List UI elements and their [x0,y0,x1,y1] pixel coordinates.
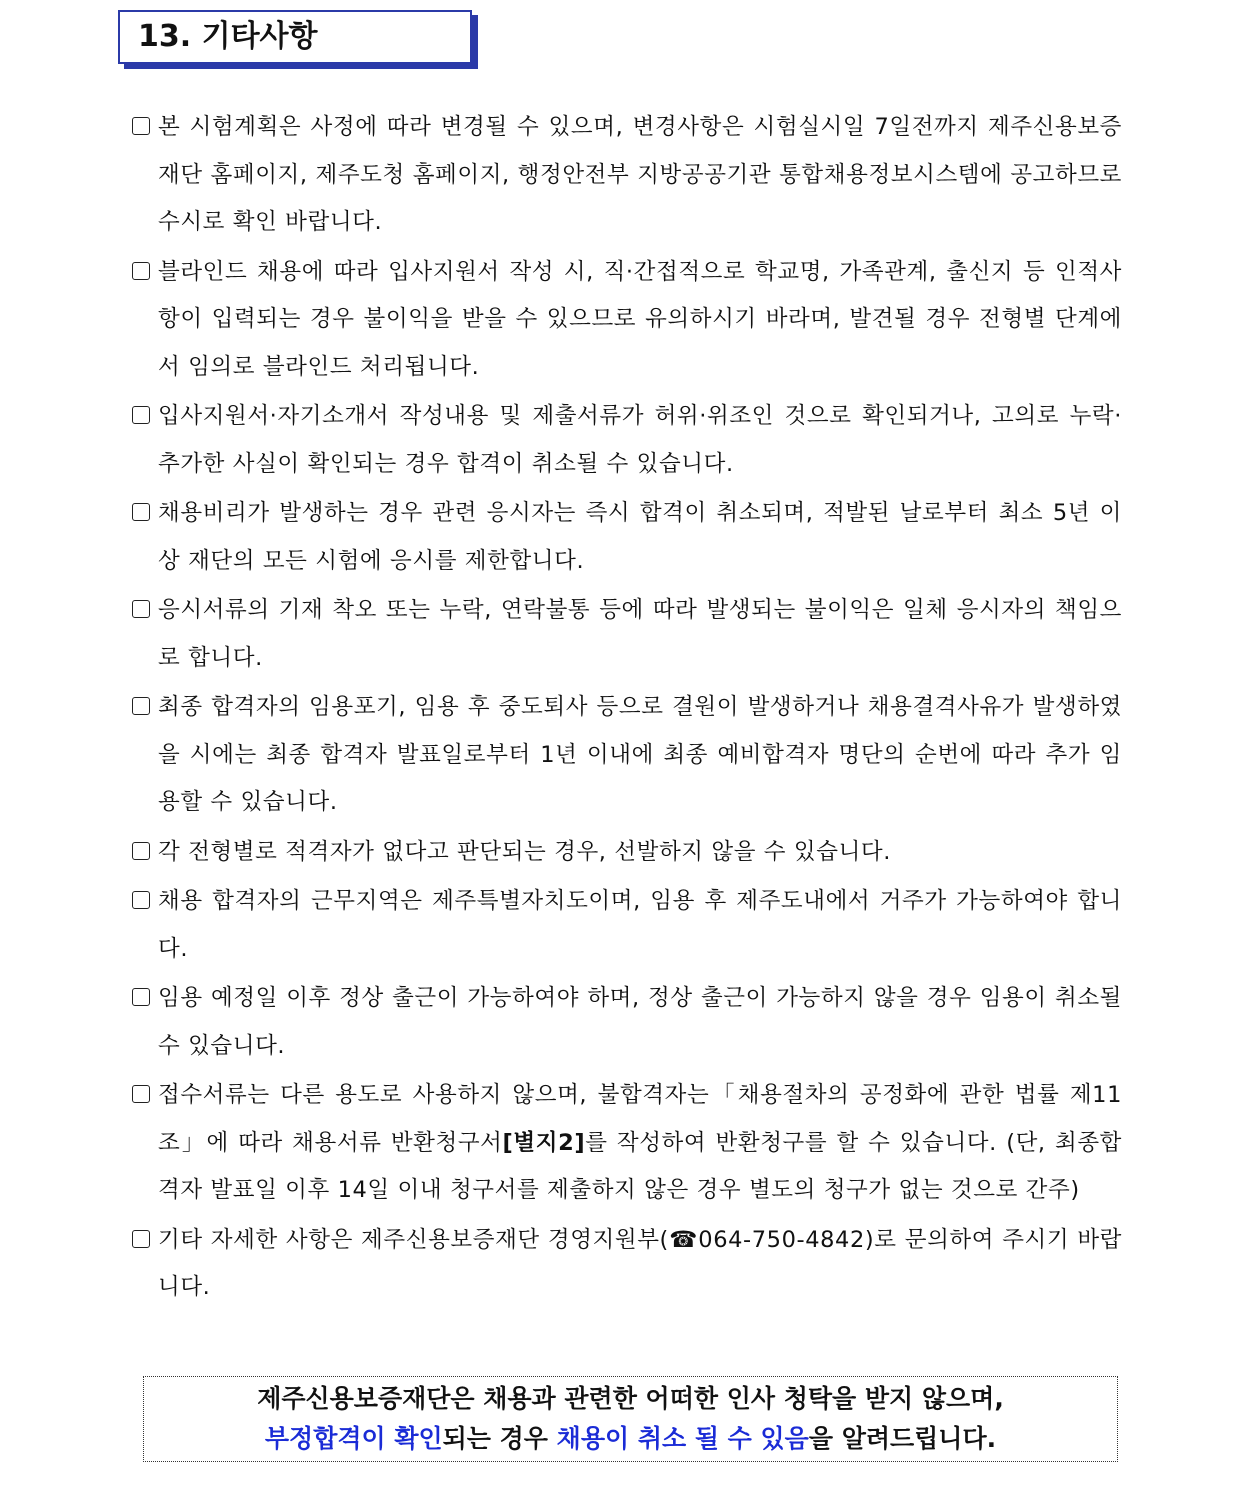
list-item [130,104,1122,247]
list-item [130,587,1122,682]
list-item [130,975,1122,1070]
checkbox-square-icon [132,117,150,135]
item-text-after: 를 작성하여 반환청구를 할 수 있습니다. (단, 최종합격자 발표일 이후 14일 이내 청구서를 제출하지 않은 경우 별도의 청구가 없는 것으로 간주) [158,1129,1122,1203]
notice-box [143,1376,1118,1462]
list-item [130,1217,1122,1312]
notice-list [130,104,1122,1314]
item-text: 블라인드 채용에 따라 입사지원서 작성 시, 직·간접적으로 학교명, 가족관계, 출신지 등 인적사항이 입력되는 경우 불이익을 받을 수 있으므로 유의하시기 바라며, 발견될 경우 전형별 단계에서 임의로 블라인드 처리됩니다. [158,258,1122,380]
item-text: 본 시험계획은 사정에 따라 변경될 수 있으며, 변경사항은 시험실시일 7일전까지 제주신용보증재단 홈페이지, 제주도청 홈페이지, 행정안전부 지방공공기관 통합채용정보시스템에 공고하므로 수시로 확인 바랍니다. [158,114,1122,235]
item-text: 기타 자세한 사항은 제주신용보증재단 경영지원부(☎064-750-4842)로 문의하여 주시기 바랍니다. [158,1226,1122,1300]
checkbox-square-icon [132,1085,150,1103]
notice-text-2: 되는 경우 [442,1424,557,1453]
list-item [130,490,1122,585]
item-text [158,1082,1122,1203]
checkbox-square-icon [132,697,150,715]
item-text: 각 전형별로 적격자가 없다고 판단되는 경우, 선발하지 않을 수 있습니다. [158,838,891,865]
notice-line-1: 제주신용보증재단은 채용과 관련한 어떠한 인사 청탁을 받지 않으며, [257,1384,1004,1413]
item-text: 채용 합격자의 근무지역은 제주특별자치도이며, 임용 후 제주도내에서 거주가 가능하여야 합니다. [158,888,1122,962]
checkbox-square-icon [132,600,150,618]
notice-line-2 [144,1419,1117,1459]
list-item [130,878,1122,973]
checkbox-square-icon [132,891,150,909]
item-text: 입사지원서·자기소개서 작성내용 및 제출서류가 허위·위조인 것으로 확인되거나, 고의로 누락·추가한 사실이 확인되는 경우 합격이 취소될 수 있습니다. [158,403,1122,477]
checkbox-square-icon [132,262,150,280]
item-text: 최종 합격자의 임용포기, 임용 후 중도퇴사 등으로 결원이 발생하거나 채용결격사유가 발생하였을 시에는 최종 합격자 발표일로부터 1년 이내에 최종 예비합격자 명단의 순번에 따라 추가 임용할 수 있습니다. [158,694,1122,815]
section-title: 13. 기타사항 [118,10,472,64]
list-item [130,1072,1122,1215]
item-text: 채용비리가 발생하는 경우 관련 응시자는 즉시 합격이 취소되며, 적발된 날로부터 최소 5년 이상 재단의 모든 시험에 응시를 제한합니다. [158,500,1122,574]
appendix-reference: [별지2] [502,1129,586,1156]
notice-highlight-1: 부정합격이 확인 [264,1424,443,1453]
checkbox-square-icon [132,1230,150,1248]
list-item [130,249,1122,392]
checkbox-square-icon [132,988,150,1006]
list-item [130,393,1122,488]
list-item [130,829,1122,877]
checkbox-square-icon [132,406,150,424]
item-text: 임용 예정일 이후 정상 출근이 가능하여야 하며, 정상 출근이 가능하지 않을 경우 임용이 취소될 수 있습니다. [158,985,1122,1059]
checkbox-square-icon [132,842,150,860]
notice-text-4: 을 알려드립니다. [808,1424,997,1453]
list-item [130,684,1122,827]
item-text-before: 접수서류는 다른 용도로 사용하지 않으며, 불합격자는「채용절차의 공정화에 관한 법률 제11조」에 따라 채용서류 반환청구서 [158,1082,1122,1156]
checkbox-square-icon [132,503,150,521]
notice-highlight-2: 채용이 취소 될 수 있음 [556,1424,809,1453]
item-text: 응시서류의 기재 착오 또는 누락, 연락불통 등에 따라 발생되는 불이익은 일체 응시자의 책임으로 합니다. [158,597,1122,671]
